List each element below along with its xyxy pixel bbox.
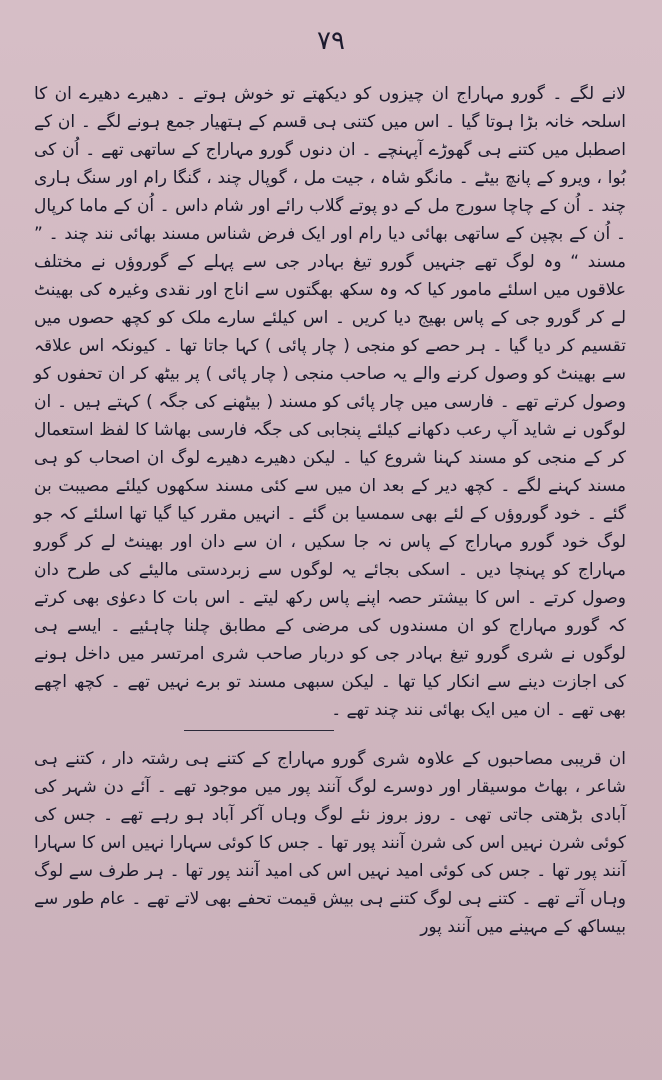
page-body: [34, 80, 626, 943]
paragraph-2: ان قریبی مصاحبوں کے علاوہ شری گورو مہاراج کے کتنے ہی رشتہ دار ، کتنے ہی شاعر ، بھاٹ موسیقار اور دوسرے لوگ آنند پور میں موجود تھے ۔ آئے دن شہر کی آبادی بڑھتی جاتی تھی ۔ روز بروز نئے لوگ وہاں آکر آباد ہو رہے تھے ۔ جس کی کوئی شرن نہیں اس کی شرن آنند پور تھا ۔ جس کا کوئی سہارا نہیں اس کا سہارا آنند پور تھا ۔ جس کی کوئی امید نہیں اس کی امید آنند پور تھا ۔ ہر طرف سے لوگ وہاں آتے تھے ۔ کتنے ہی لوگ کتنے ہی بیش قیمت تحفے بھی لاتے تھے ۔ عام طور سے بیساکھ کے مہینے میں آنند پور: [34, 749, 626, 937]
page-number: ۷۹: [317, 26, 345, 56]
paragraph-1: لانے لگے ۔ گورو مہاراج ان چیزوں کو دیکھتے تو خوش ہوتے ۔ دھیرے دھیرے ان کا اسلحہ خانہ بڑا ہوتا گیا ۔ اس میں کتنی ہی قسم کے ہتھیار جمع ہونے لگے ۔ ان کے اصطبل میں کتنے ہی گھوڑے آپہنچے ۔ ان دنوں گورو مہاراج کے ساتھی تھے ۔ اُن کی بُوا ، ویرو کے پانچ بیٹے ۔ مانگو شاہ ، جیت مل ، گوپال چند ، گنگا رام اور سنگ ہاری چند ۔ اُن کے چاچا سورج مل کے دو پوتے گلاب رائے اور شام داس ۔ اُن کے ماما کرپال ۔ اُن کے بچپن کے ساتھی بھائی دیا رام اور ایک فرض شناس مسند بھائی نند چند ۔ ” مسند “ وہ لوگ تھے جنہیں گورو تیغ بہادر جی سے پہلے کے گوروؤں نے مختلف علاقوں میں اسلئے مامور کیا کہ وہ سکھ بھگتوں سے اناج اور نقدی وغیرہ کی بھینٹ لے کر گورو جی کے پاس بھیج دیا کریں ۔ اس کیلئے سارے ملک کو کچھ حصوں میں تقسیم کر دیا گیا ۔ ہر حصے کو منجی ( چار پائی ) کہا جاتا تھا ۔ کیونکہ اس علاقہ سے بھینٹ کو وصول کرنے والے یہ صاحب منجی ( چار پائی ) پر بیٹھ کر ان تحفوں کو وصول کرتے تھے ۔ فارسی میں چار پائی کو مسند ( بیٹھنے کی جگہ ) کہتے ہیں ۔ ان لوگوں نے شاید آپ رعب دکھانے کیلئے پنجابی کی جگہ فارسی بھاشا کا لفظ استعمال کر کے منجی کو مسند کہنا شروع کیا ۔ لیکن دھیرے دھیرے لوگ ان اصحاب کو ہی مسند کہنے لگے ۔ کچھ دیر کے بعد ان میں سے کئی مسند سکھوں کیلئے مصیبت بن گئے ۔ خود گوروؤں کے لئے بھی سمسیا بن گئے ۔ انہیں مقرر کیا گیا تھا اسلئے کہ جو لوگ خود گورو مہاراج کے پاس نہ جا سکیں ، ان سے دان اور بھینٹ لے کر گورو مہاراج کو پہنچا دیں ۔ اسکی بجائے یہ لوگوں سے زبردستی مالیئے کی طرح دان وصول کرتے ۔ اس کا بیشتر حصہ اپنے پاس رکھ لیتے ۔ اس بات کا دعوٰی بھی کرتے کہ گورو مہاراج کو ان مسندوں کی مرضی کے مطابق چلنا چاہئیے ۔ ایسے ہی لوگوں نے شری گورو تیغ بہادر جی کو دربار صاحب شری امرتسر میں داخل ہونے کی اجازت دینے سے انکار کیا تھا ۔ لیکن سبھی مسند تو برے نہیں تھے ۔ کچھ اچھے بھی تھے ۔ ان میں ایک بھائی نند چند تھے ۔: [34, 84, 626, 720]
section-divider: [184, 730, 334, 731]
